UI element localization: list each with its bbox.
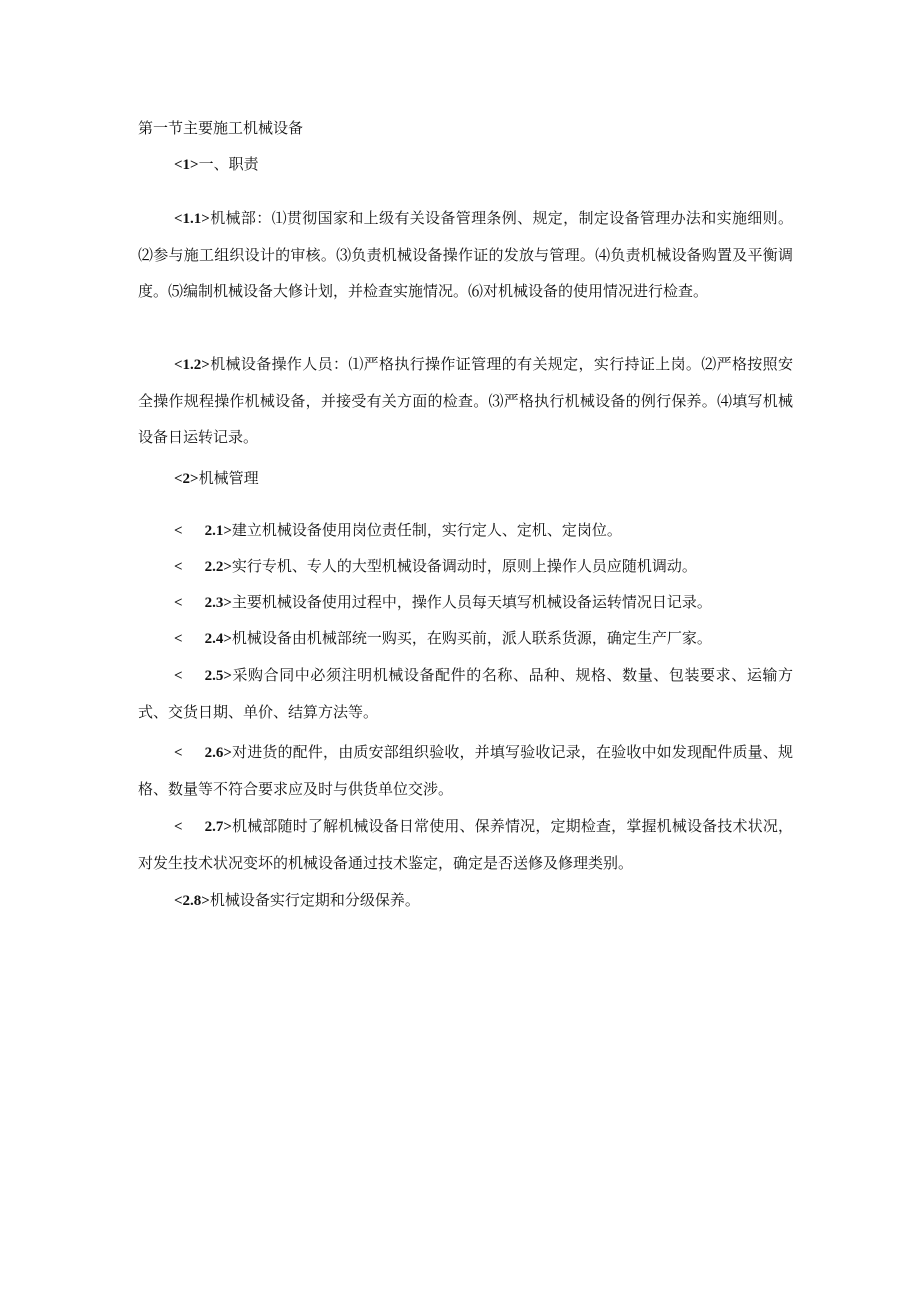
- paragraph-2-5-number: 2.5>: [204, 668, 232, 684]
- paragraph-2-2-text: 实行专机、专人的大型机械设备调动时，原则上操作人员应随机调动。: [231, 557, 697, 575]
- paragraph-1-1: [138, 200, 793, 309]
- section-title: 第一节主要施工机械设备: [138, 119, 304, 137]
- heading-1-text: 一、职责: [198, 155, 259, 173]
- paragraph-2-7-lt: <: [174, 819, 183, 835]
- paragraph-2-4-number: 2.4>: [204, 631, 232, 647]
- heading-2: [174, 460, 834, 497]
- paragraph-2-3-number: 2.3>: [204, 595, 232, 611]
- paragraph-2-2: [138, 548, 793, 585]
- paragraph-2-7: [138, 808, 793, 881]
- heading-1: [174, 146, 834, 183]
- paragraph-2-2-number: 2.2>: [204, 559, 232, 575]
- paragraph-2-6-lt: <: [174, 745, 183, 761]
- paragraph-2-1-number: 2.1>: [204, 523, 232, 539]
- paragraph-2-5-text: 采购合同中必须注明机械设备配件的名称、品种、规格、数量、包装要求、运输方式、交货日期、单价、结算方法等。: [138, 666, 793, 721]
- paragraph-2-6-number: 2.6>: [204, 745, 232, 761]
- paragraph-2-7-number: 2.7>: [204, 819, 232, 835]
- paragraph-2-3: [138, 584, 793, 621]
- heading-1-number: <1>: [174, 157, 199, 173]
- heading-2-number: <2>: [174, 471, 199, 487]
- paragraph-2-3-lt: <: [174, 595, 183, 611]
- paragraph-2-8-number: <2.8>: [174, 893, 210, 909]
- paragraph-2-4-text: 机械设备由机械部统一购买，在购买前，派人联系货源，确定生产厂家。: [231, 629, 712, 647]
- paragraph-2-7-text: 机械部随时了解机械设备日常使用、保养情况，定期检查，掌握机械设备技术状况，对发生技术状况变坏的机械设备通过技术鉴定，确定是否送修及修理类别。: [138, 817, 793, 872]
- paragraph-2-5-lt: <: [174, 668, 183, 684]
- paragraph-2-4-lt: <: [174, 631, 183, 647]
- paragraph-1-1-text: 机械部：⑴贯彻国家和上级有关设备管理条例、规定，制定设备管理办法和实施细则。⑵参与施工组织设计的审核。⑶负责机械设备操作证的发放与管理。⑷负责机械设备购置及平衡调度。⑸编制机械设备大修计划，并检查实施情况。⑹对机械设备的使用情况进行检查。: [138, 209, 793, 300]
- paragraph-2-8-text: 机械设备实行定期和分级保养。: [209, 891, 420, 909]
- paragraph-1-1-number: <1.1>: [174, 211, 210, 227]
- paragraph-2-6-text: 对进货的配件，由质安部组织验收，并填写验收记录，在验收中如发现配件质量、规格、数量等不符合要求应及时与供货单位交涉。: [138, 743, 793, 798]
- paragraph-1-2-number: <1.2>: [174, 357, 210, 373]
- paragraph-2-6: [138, 734, 793, 807]
- paragraph-1-2-text: 机械设备操作人员：⑴严格执行操作证管理的有关规定，实行持证上岗。⑵严格按照安全操作规程操作机械设备，并接受有关方面的检查。⑶严格执行机械设备的例行保养。⑷填写机械设备日运转记录。: [138, 355, 793, 446]
- paragraph-2-1-text: 建立机械设备使用岗位责任制，实行定人、定机、定岗位。: [231, 521, 622, 539]
- paragraph-2-4: [138, 620, 793, 657]
- paragraph-2-1: [138, 512, 793, 549]
- paragraph-2-1-lt: <: [174, 523, 183, 539]
- paragraph-2-8: [138, 882, 793, 919]
- paragraph-2-3-text: 主要机械设备使用过程中，操作人员每天填写机械设备运转情况日记录。: [231, 593, 712, 611]
- heading-2-text: 机械管理: [198, 469, 259, 487]
- paragraph-2-5: [138, 657, 793, 730]
- paragraph-2-2-lt: <: [174, 559, 183, 575]
- paragraph-1-2: [138, 346, 793, 455]
